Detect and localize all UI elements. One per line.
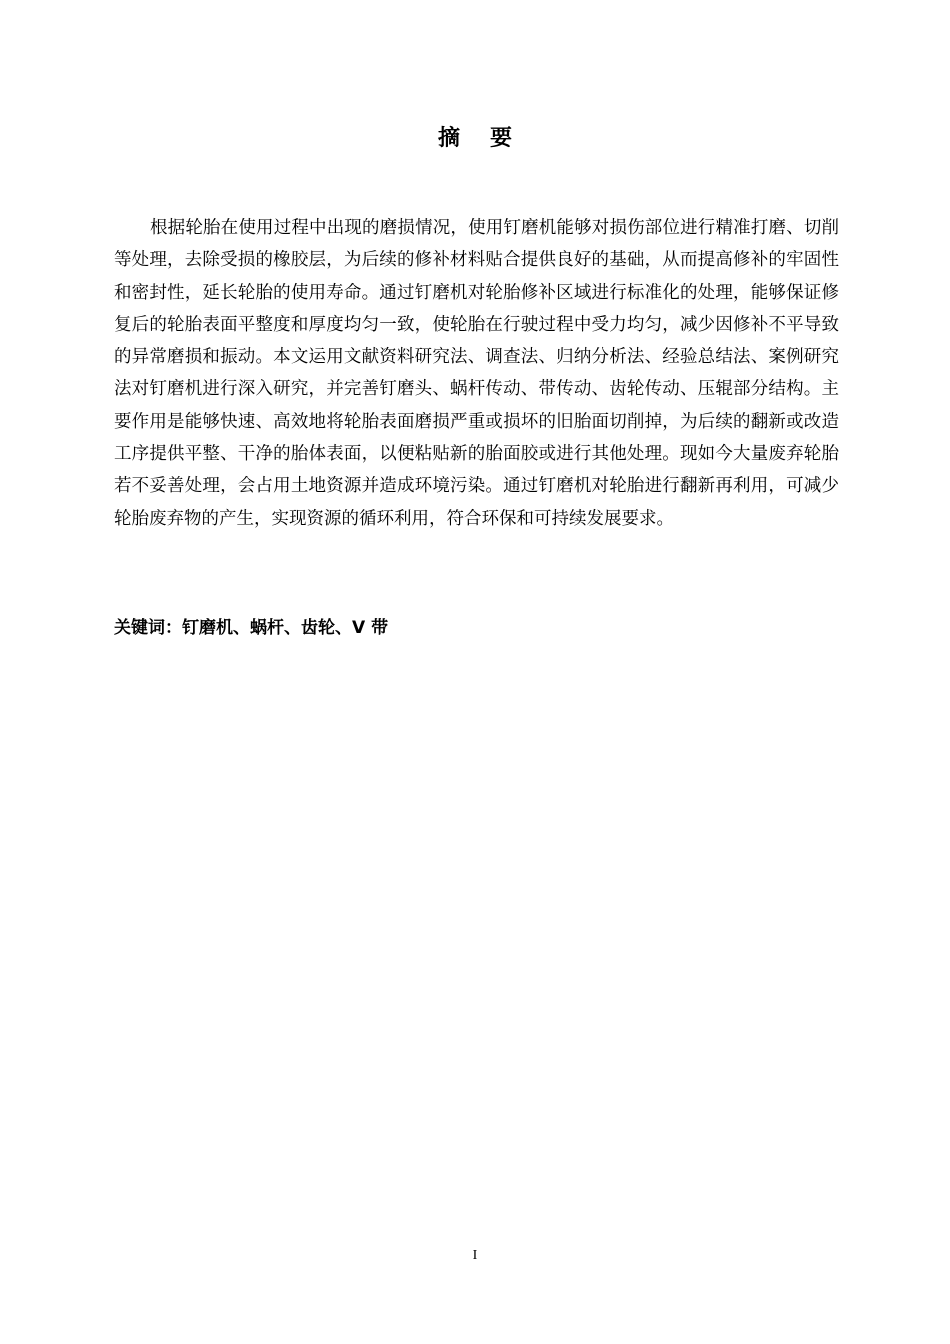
abstract-body: 根据轮胎在使用过程中出现的磨损情况，使用钉磨机能够对损伤部位进行精准打磨、切削等处理，去除受损的橡胶层，为后续的修补材料贴合提供良好的基础，从而提高修补的牢固性和密封性，延长轮胎的使用寿命。通过钉磨机对轮胎修补区域进行标准化的处理，能够保证修复后的轮胎表面平整度和厚度均匀一致，使轮胎在行驶过程中受力均匀，减少因修补不平导致的异常磨损和振动。本文运用文献资料研究法、调查法、归纳分析法、经验总结法、案例研究法对钉磨机进行深入研究，并完善钉磨头、蜗杆传动、带传动、齿轮传动、压辊部分结构。主要作用是能够快速、高效地将轮胎表面磨损严重或损坏的旧胎面切削掉，为后续的翻新或改造工序提供平整、干净的胎体表面，以便粘贴新的胎面胶或进行其他处理。现如今大量废弃轮胎若不妥善处理，会占用土地资源并造成环境污染。通过钉磨机对轮胎进行翻新再利用，可减少轮胎废弃物的产生，实现资源的循环利用，符合环保和可持续发展要求。 <box>114 218 839 529</box>
abstract-title: 摘要 <box>437 126 542 151</box>
page-number: I <box>472 1248 478 1263</box>
keywords-line: 关键词：钉磨机、蜗杆、齿轮、V 带 <box>114 618 389 638</box>
